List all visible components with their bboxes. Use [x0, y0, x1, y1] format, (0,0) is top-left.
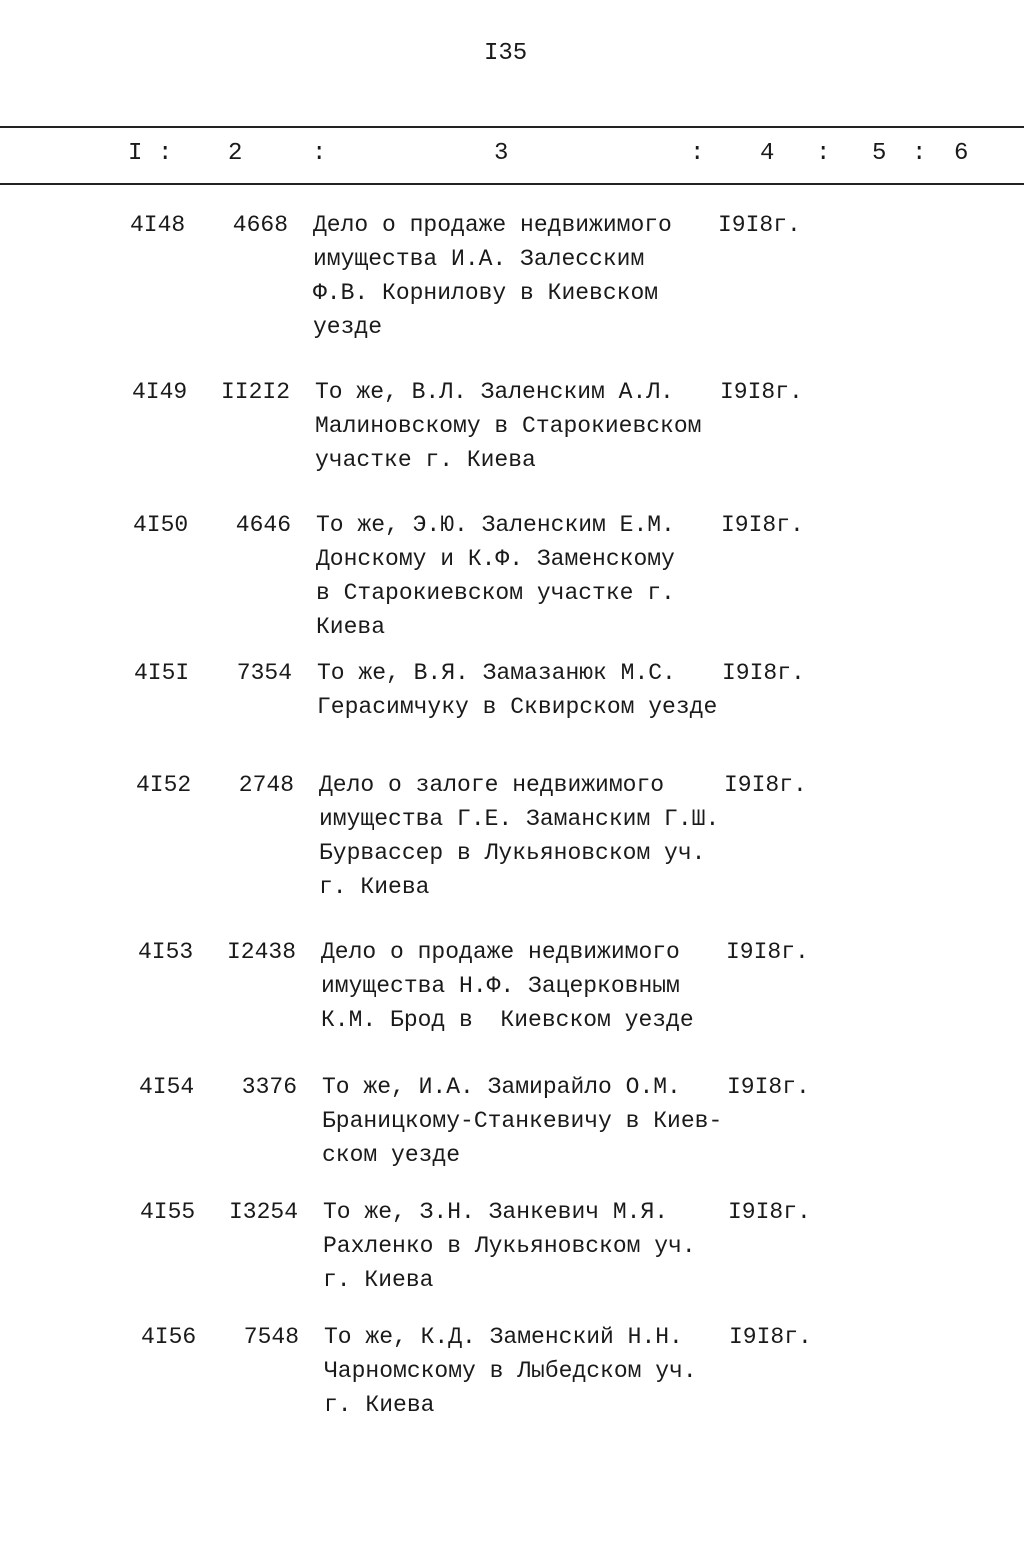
entry-description-line: Ф.В. Корнилову в Киевском: [313, 280, 659, 306]
header-sep: :: [816, 140, 831, 167]
entry-description-line: Чарномскому в Лыбедском уч.: [324, 1358, 697, 1384]
entry-date: I9I8г.: [721, 512, 804, 538]
entry-code: 4646: [235, 512, 291, 538]
entry-number: 4I49: [132, 379, 188, 405]
entry-description-line: уезде: [313, 314, 383, 340]
entry-description-line: Герасимчуку в Сквирском уезде: [317, 694, 718, 720]
entry-description-line: имущества Г.Е. Заманским Г.Ш.: [319, 806, 720, 832]
entry-description-line: Браницкому-Станкевичу в Киев-: [322, 1108, 723, 1134]
entry-number: 4I48: [130, 212, 186, 238]
entry-date: I9I8г.: [718, 212, 801, 238]
entry-description-line: То же, Э.Ю. Заленским Е.М.: [316, 512, 675, 538]
header-sep: :: [690, 140, 705, 167]
entry-description-line: То же, И.А. Замирайло О.М.: [322, 1074, 681, 1100]
header-col1: I: [128, 140, 143, 167]
entry-description-line: Донскому и К.Ф. Заменскому: [316, 546, 675, 572]
page-number: I35: [484, 40, 528, 67]
entry-description-line: То же, В.Я. Замазанюк М.С.: [317, 660, 676, 686]
entry-code: II2I2: [220, 379, 290, 405]
entry-number: 4I55: [140, 1199, 196, 1225]
entry-date: I9I8г.: [727, 1074, 810, 1100]
entry-description-line: К.М. Брод в Киевском уезде: [321, 1007, 694, 1033]
entry-description-line: имущества Н.Ф. Зацерковным: [321, 973, 680, 999]
entry-description-line: Дело о продаже недвижимого: [321, 939, 680, 965]
entry-code: 4668: [232, 212, 288, 238]
entry-date: I9I8г.: [724, 772, 807, 798]
entry-code: 7354: [236, 660, 292, 686]
entry-date: I9I8г.: [720, 379, 803, 405]
entry-description-line: имущества И.А. Залесским: [313, 246, 645, 272]
entry-number: 4I53: [138, 939, 194, 965]
header-col6: 6: [954, 140, 969, 167]
entry-description-line: Дело о продаже недвижимого: [313, 212, 672, 238]
header-col2: 2: [228, 140, 243, 167]
entry-number: 4I54: [139, 1074, 195, 1100]
entry-date: I9I8г.: [728, 1199, 811, 1225]
entry-number: 4I50: [133, 512, 189, 538]
header-sep: :: [312, 140, 327, 167]
entry-description-line: То же, К.Д. Заменский Н.Н.: [324, 1324, 683, 1350]
entry-description-line: г. Киева: [323, 1267, 434, 1293]
entry-number: 4I5I: [134, 660, 190, 686]
entry-description-line: Киева: [316, 614, 386, 640]
entry-code: 3376: [241, 1074, 297, 1100]
entry-date: I9I8г.: [726, 939, 809, 965]
entry-description-line: Бурвассер в Лукьяновском уч.: [319, 840, 706, 866]
entry-description-line: То же, З.Н. Занкевич М.Я.: [323, 1199, 669, 1225]
header-col4: 4: [760, 140, 775, 167]
entry-description-line: г. Киева: [319, 874, 430, 900]
header-bottom-rule: [0, 183, 1024, 185]
entry-number: 4I56: [141, 1324, 197, 1350]
entry-code: 2748: [238, 772, 294, 798]
entry-code: I3254: [228, 1199, 298, 1225]
header-sep: :: [912, 140, 927, 167]
entry-number: 4I52: [136, 772, 192, 798]
entry-description-line: Рахленко в Лукьяновском уч.: [323, 1233, 696, 1259]
entry-description-line: г. Киева: [324, 1392, 435, 1418]
entry-description-line: Дело о залоге недвижимого: [319, 772, 665, 798]
header-col3: 3: [494, 140, 509, 167]
entry-description-line: ском уезде: [322, 1142, 461, 1168]
header-sep: :: [158, 140, 173, 167]
entry-code: 7548: [243, 1324, 299, 1350]
header-top-rule: [0, 126, 1024, 128]
entry-description-line: То же, В.Л. Заленским А.Л.: [315, 379, 674, 405]
entry-description-line: Малиновскому в Старокиевском: [315, 413, 702, 439]
entry-code: I2438: [226, 939, 296, 965]
entry-description-line: участке г. Киева: [315, 447, 536, 473]
header-col5: 5: [872, 140, 887, 167]
entry-date: I9I8г.: [729, 1324, 812, 1350]
entry-date: I9I8г.: [722, 660, 805, 686]
entry-description-line: в Старокиевском участке г.: [316, 580, 675, 606]
